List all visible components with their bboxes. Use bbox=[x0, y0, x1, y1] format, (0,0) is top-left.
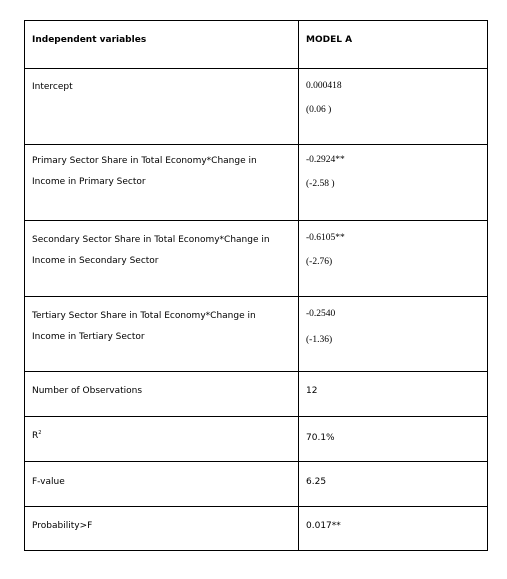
tertiary-sector-label-line2: Income in Tertiary Sector bbox=[32, 332, 145, 342]
table-row bbox=[25, 507, 488, 551]
row-value bbox=[299, 69, 488, 145]
row-value bbox=[299, 462, 488, 507]
row-value bbox=[299, 507, 488, 551]
primary-sector-tstat: (-2.58 ) bbox=[306, 179, 335, 189]
header-col2-text: MODEL A bbox=[306, 35, 353, 45]
primary-sector-label-line1: Primary Sector Share in Total Economy*Change in bbox=[32, 156, 257, 166]
row-label bbox=[25, 297, 299, 372]
header-model-a bbox=[299, 21, 488, 69]
primary-sector-coef: -0.2924** bbox=[306, 155, 345, 165]
row-label bbox=[25, 145, 299, 221]
f-value-value: 6.25 bbox=[306, 477, 327, 487]
tertiary-sector-label-line1: Tertiary Sector Share in Total Economy*Change in bbox=[32, 311, 256, 321]
table-row bbox=[25, 221, 488, 297]
secondary-sector-label-line1: Secondary Sector Share in Total Economy*Change in bbox=[32, 235, 270, 245]
header-independent-variables bbox=[25, 21, 299, 69]
r-squared-label bbox=[32, 417, 298, 441]
table-row bbox=[25, 417, 488, 462]
secondary-sector-coef: -0.6105** bbox=[306, 233, 345, 243]
row-value bbox=[299, 372, 488, 417]
table-header-row bbox=[25, 21, 488, 69]
header-col1-text: Independent variables bbox=[32, 35, 147, 45]
row-label bbox=[25, 462, 299, 507]
observations-label: Number of Observations bbox=[32, 386, 143, 396]
secondary-sector-label-line2: Income in Secondary Sector bbox=[32, 256, 159, 266]
f-value-label: F-value bbox=[32, 477, 65, 487]
tertiary-sector-coef: -0.2540 bbox=[306, 309, 336, 319]
row-label bbox=[25, 417, 299, 462]
table-row bbox=[25, 297, 488, 372]
table-row bbox=[25, 462, 488, 507]
probability-label: Probability>F bbox=[32, 521, 93, 531]
row-value bbox=[299, 221, 488, 297]
secondary-sector-tstat: (-2.76) bbox=[306, 257, 333, 267]
table-row bbox=[25, 372, 488, 417]
row-value bbox=[299, 297, 488, 372]
intercept-label: Intercept bbox=[32, 82, 73, 92]
row-label bbox=[25, 507, 299, 551]
regression-results-table bbox=[24, 20, 488, 551]
table-row bbox=[25, 145, 488, 221]
row-label bbox=[25, 221, 299, 297]
row-label bbox=[25, 372, 299, 417]
table-row bbox=[25, 69, 488, 145]
observations-value: 12 bbox=[306, 386, 318, 396]
probability-value: 0.017** bbox=[306, 521, 341, 531]
r-squared-exponent: 2 bbox=[38, 430, 42, 436]
row-value bbox=[299, 417, 488, 462]
intercept-coef: 0.000418 bbox=[306, 81, 342, 91]
row-label bbox=[25, 69, 299, 145]
r-squared-base: R bbox=[32, 431, 39, 441]
r-squared-value: 70.1% bbox=[306, 433, 335, 443]
row-value bbox=[299, 145, 488, 221]
primary-sector-label-line2: Income in Primary Sector bbox=[32, 177, 146, 187]
intercept-tstat: (0.06 ) bbox=[306, 105, 332, 115]
tertiary-sector-tstat: (-1.36) bbox=[306, 335, 333, 345]
